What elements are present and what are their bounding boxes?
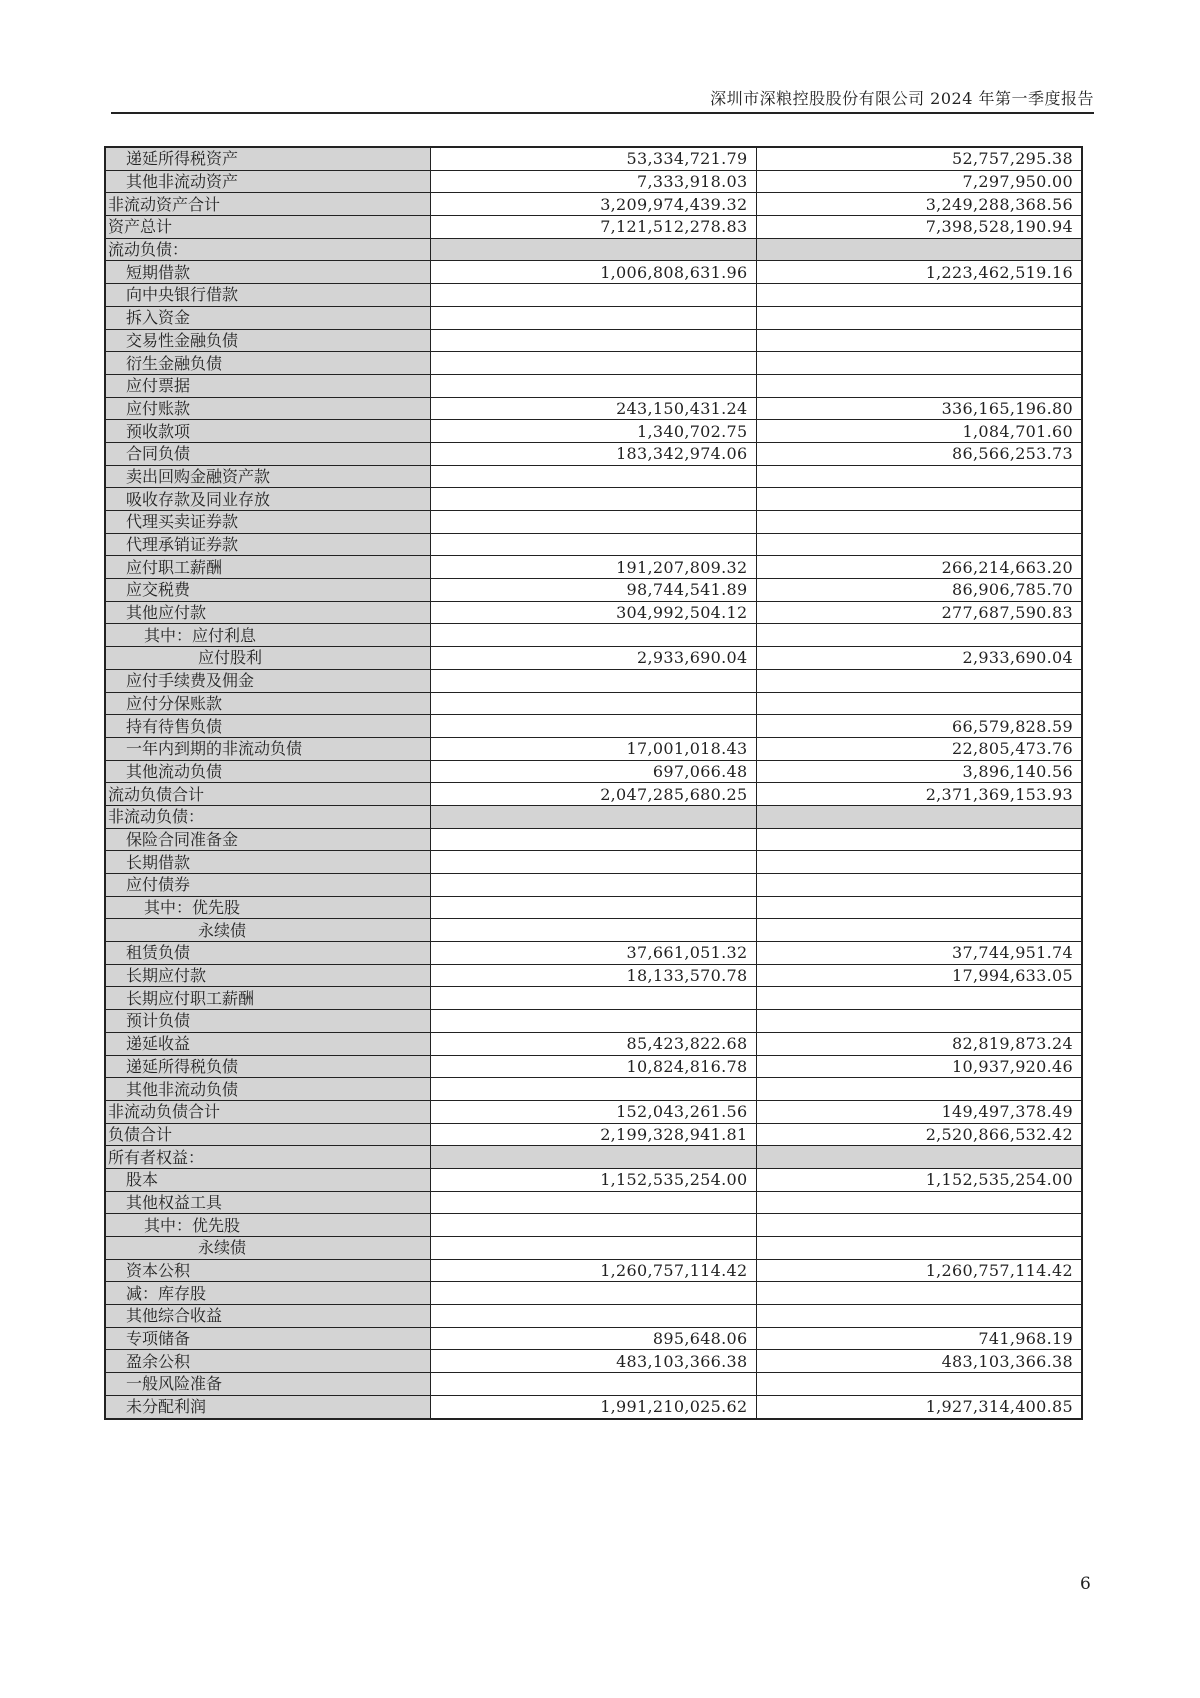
row-label: 流动负债： xyxy=(105,238,430,261)
row-label: 衍生金融负债 xyxy=(105,352,430,375)
prior-period-value xyxy=(756,1010,1082,1033)
prior-period-value xyxy=(756,692,1082,715)
section-header-row xyxy=(105,238,1082,261)
row-label: 负债合计 xyxy=(105,1123,430,1146)
current-period-value xyxy=(430,1191,756,1214)
table-row xyxy=(105,737,1082,760)
current-period-value: 895,648.06 xyxy=(430,1327,756,1350)
current-period-value xyxy=(430,488,756,511)
table-row xyxy=(105,1259,1082,1282)
row-label: 短期借款 xyxy=(105,261,430,284)
prior-period-value xyxy=(756,1191,1082,1214)
prior-period-value xyxy=(756,874,1082,897)
row-label: 拆入资金 xyxy=(105,306,430,329)
current-period-value xyxy=(430,828,756,851)
table-row xyxy=(105,601,1082,624)
current-period-value: 2,933,690.04 xyxy=(430,647,756,670)
current-period-value xyxy=(430,851,756,874)
row-label: 专项储备 xyxy=(105,1327,430,1350)
table-row xyxy=(105,647,1082,670)
current-period-value: 1,260,757,114.42 xyxy=(430,1259,756,1282)
table-row xyxy=(105,692,1082,715)
prior-period-value: 149,497,378.49 xyxy=(756,1100,1082,1123)
current-period-value xyxy=(430,1010,756,1033)
prior-period-value xyxy=(756,1078,1082,1101)
table-row xyxy=(105,397,1082,420)
current-period-value: 37,661,051.32 xyxy=(430,942,756,965)
row-label: 非流动负债： xyxy=(105,805,430,828)
row-label: 合同负债 xyxy=(105,442,430,465)
row-label: 其他非流动负债 xyxy=(105,1078,430,1101)
current-period-value xyxy=(430,669,756,692)
table-row xyxy=(105,760,1082,783)
current-period-value: 152,043,261.56 xyxy=(430,1100,756,1123)
prior-period-value xyxy=(756,238,1082,261)
prior-period-value xyxy=(756,1146,1082,1169)
row-label: 一年内到期的非流动负债 xyxy=(105,737,430,760)
current-period-value: 10,824,816.78 xyxy=(430,1055,756,1078)
row-label: 应付股利 xyxy=(105,647,430,670)
current-period-value xyxy=(430,465,756,488)
current-period-value: 1,006,808,631.96 xyxy=(430,261,756,284)
prior-period-value xyxy=(756,374,1082,397)
prior-period-value xyxy=(756,1237,1082,1260)
prior-period-value xyxy=(756,1282,1082,1305)
prior-period-value: 7,297,950.00 xyxy=(756,170,1082,193)
balance-sheet-table xyxy=(104,146,1083,1420)
row-label: 递延所得税资产 xyxy=(105,147,430,170)
table-row xyxy=(105,851,1082,874)
row-label: 交易性金融负债 xyxy=(105,329,430,352)
current-period-value xyxy=(430,715,756,738)
current-period-value xyxy=(430,306,756,329)
current-period-value xyxy=(430,805,756,828)
prior-period-value xyxy=(756,488,1082,511)
table-row xyxy=(105,1305,1082,1328)
row-label: 永续债 xyxy=(105,1237,430,1260)
prior-period-value: 1,927,314,400.85 xyxy=(756,1395,1082,1418)
prior-period-value: 22,805,473.76 xyxy=(756,737,1082,760)
current-period-value: 98,744,541.89 xyxy=(430,579,756,602)
current-period-value: 85,423,822.68 xyxy=(430,1032,756,1055)
current-period-value: 183,342,974.06 xyxy=(430,442,756,465)
row-label: 股本 xyxy=(105,1168,430,1191)
current-period-value: 1,152,535,254.00 xyxy=(430,1168,756,1191)
row-label: 资产总计 xyxy=(105,216,430,239)
prior-period-value xyxy=(756,1373,1082,1396)
current-period-value xyxy=(430,374,756,397)
table-row xyxy=(105,511,1082,534)
current-period-value xyxy=(430,1078,756,1101)
row-label: 应交税费 xyxy=(105,579,430,602)
current-period-value: 53,334,721.79 xyxy=(430,147,756,170)
table-row xyxy=(105,442,1082,465)
row-label: 代理承销证券款 xyxy=(105,533,430,556)
prior-period-value xyxy=(756,828,1082,851)
prior-period-value: 277,687,590.83 xyxy=(756,601,1082,624)
table-row xyxy=(105,1373,1082,1396)
row-label: 未分配利润 xyxy=(105,1395,430,1418)
row-label: 应付分保账款 xyxy=(105,692,430,715)
current-period-value: 7,121,512,278.83 xyxy=(430,216,756,239)
section-header-row xyxy=(105,805,1082,828)
table-row xyxy=(105,1237,1082,1260)
table-row xyxy=(105,942,1082,965)
prior-period-value xyxy=(756,624,1082,647)
table-row xyxy=(105,1032,1082,1055)
table-row xyxy=(105,1282,1082,1305)
table-row xyxy=(105,828,1082,851)
prior-period-value xyxy=(756,306,1082,329)
current-period-value: 2,047,285,680.25 xyxy=(430,783,756,806)
prior-period-value: 10,937,920.46 xyxy=(756,1055,1082,1078)
page-number: 6 xyxy=(1080,1574,1091,1594)
prior-period-value xyxy=(756,533,1082,556)
table-row xyxy=(105,1214,1082,1237)
current-period-value xyxy=(430,896,756,919)
prior-period-value: 1,084,701.60 xyxy=(756,420,1082,443)
prior-period-value: 336,165,196.80 xyxy=(756,397,1082,420)
current-period-value: 483,103,366.38 xyxy=(430,1350,756,1373)
table-row xyxy=(105,669,1082,692)
table-row xyxy=(105,1078,1082,1101)
prior-period-value: 741,968.19 xyxy=(756,1327,1082,1350)
prior-period-value: 66,579,828.59 xyxy=(756,715,1082,738)
current-period-value xyxy=(430,692,756,715)
prior-period-value: 52,757,295.38 xyxy=(756,147,1082,170)
table-row xyxy=(105,715,1082,738)
table-row xyxy=(105,420,1082,443)
row-label: 盈余公积 xyxy=(105,1350,430,1373)
prior-period-value: 86,906,785.70 xyxy=(756,579,1082,602)
prior-period-value: 1,152,535,254.00 xyxy=(756,1168,1082,1191)
prior-period-value xyxy=(756,805,1082,828)
table-row xyxy=(105,964,1082,987)
table-row xyxy=(105,533,1082,556)
row-label: 流动负债合计 xyxy=(105,783,430,806)
prior-period-value: 2,520,866,532.42 xyxy=(756,1123,1082,1146)
report-title: 深圳市深粮控股股份有限公司 2024 年第一季度报告 xyxy=(710,89,1094,108)
prior-period-value xyxy=(756,987,1082,1010)
table-row xyxy=(105,1100,1082,1123)
current-period-value xyxy=(430,919,756,942)
row-label: 其中：优先股 xyxy=(105,896,430,919)
table-row xyxy=(105,1327,1082,1350)
prior-period-value: 7,398,528,190.94 xyxy=(756,216,1082,239)
prior-period-value xyxy=(756,465,1082,488)
row-label: 其中：优先股 xyxy=(105,1214,430,1237)
row-label: 其他综合收益 xyxy=(105,1305,430,1328)
section-header-row xyxy=(105,1146,1082,1169)
table-row xyxy=(105,1191,1082,1214)
table-row xyxy=(105,374,1082,397)
row-label: 非流动资产合计 xyxy=(105,193,430,216)
current-period-value: 304,992,504.12 xyxy=(430,601,756,624)
prior-period-value xyxy=(756,669,1082,692)
current-period-value: 191,207,809.32 xyxy=(430,556,756,579)
table-row xyxy=(105,284,1082,307)
current-period-value: 1,991,210,025.62 xyxy=(430,1395,756,1418)
prior-period-value: 37,744,951.74 xyxy=(756,942,1082,965)
current-period-value xyxy=(430,1146,756,1169)
row-label: 一般风险准备 xyxy=(105,1373,430,1396)
prior-period-value xyxy=(756,1214,1082,1237)
prior-period-value xyxy=(756,284,1082,307)
table-row xyxy=(105,193,1082,216)
table-row xyxy=(105,261,1082,284)
row-label: 减：库存股 xyxy=(105,1282,430,1305)
row-label: 租赁负债 xyxy=(105,942,430,965)
row-label: 其他流动负债 xyxy=(105,760,430,783)
current-period-value xyxy=(430,1282,756,1305)
prior-period-value xyxy=(756,511,1082,534)
row-label: 永续债 xyxy=(105,919,430,942)
prior-period-value: 1,260,757,114.42 xyxy=(756,1259,1082,1282)
table-row xyxy=(105,1055,1082,1078)
table-row xyxy=(105,783,1082,806)
prior-period-value xyxy=(756,896,1082,919)
table-row xyxy=(105,579,1082,602)
prior-period-value: 2,933,690.04 xyxy=(756,647,1082,670)
prior-period-value: 483,103,366.38 xyxy=(756,1350,1082,1373)
table-row xyxy=(105,1010,1082,1033)
table-row xyxy=(105,919,1082,942)
prior-period-value: 2,371,369,153.93 xyxy=(756,783,1082,806)
current-period-value: 243,150,431.24 xyxy=(430,397,756,420)
current-period-value xyxy=(430,874,756,897)
table-row xyxy=(105,1123,1082,1146)
table-row xyxy=(105,556,1082,579)
row-label: 长期应付款 xyxy=(105,964,430,987)
row-label: 非流动负债合计 xyxy=(105,1100,430,1123)
table-row xyxy=(105,987,1082,1010)
current-period-value: 3,209,974,439.32 xyxy=(430,193,756,216)
current-period-value: 2,199,328,941.81 xyxy=(430,1123,756,1146)
prior-period-value: 3,896,140.56 xyxy=(756,760,1082,783)
row-label: 其他权益工具 xyxy=(105,1191,430,1214)
current-period-value xyxy=(430,511,756,534)
prior-period-value: 17,994,633.05 xyxy=(756,964,1082,987)
prior-period-value xyxy=(756,1305,1082,1328)
row-label: 长期借款 xyxy=(105,851,430,874)
current-period-value: 7,333,918.03 xyxy=(430,170,756,193)
prior-period-value: 266,214,663.20 xyxy=(756,556,1082,579)
table-row xyxy=(105,624,1082,647)
page-header xyxy=(111,84,1094,114)
row-label: 应付手续费及佣金 xyxy=(105,669,430,692)
prior-period-value xyxy=(756,329,1082,352)
prior-period-value xyxy=(756,919,1082,942)
current-period-value: 17,001,018.43 xyxy=(430,737,756,760)
current-period-value xyxy=(430,624,756,647)
table-row xyxy=(105,1168,1082,1191)
table-row xyxy=(105,352,1082,375)
table-row xyxy=(105,896,1082,919)
row-label: 预计负债 xyxy=(105,1010,430,1033)
prior-period-value: 86,566,253.73 xyxy=(756,442,1082,465)
row-label: 所有者权益： xyxy=(105,1146,430,1169)
row-label: 保险合同准备金 xyxy=(105,828,430,851)
table-row xyxy=(105,465,1082,488)
row-label: 持有待售负债 xyxy=(105,715,430,738)
row-label: 其中：应付利息 xyxy=(105,624,430,647)
prior-period-value xyxy=(756,352,1082,375)
table-row xyxy=(105,874,1082,897)
current-period-value xyxy=(430,1305,756,1328)
table-row xyxy=(105,1350,1082,1373)
prior-period-value: 82,819,873.24 xyxy=(756,1032,1082,1055)
current-period-value xyxy=(430,1214,756,1237)
prior-period-value: 3,249,288,368.56 xyxy=(756,193,1082,216)
prior-period-value: 1,223,462,519.16 xyxy=(756,261,1082,284)
current-period-value xyxy=(430,1373,756,1396)
table-row xyxy=(105,488,1082,511)
prior-period-value xyxy=(756,851,1082,874)
row-label: 预收款项 xyxy=(105,420,430,443)
row-label: 应付职工薪酬 xyxy=(105,556,430,579)
table-row xyxy=(105,170,1082,193)
row-label: 卖出回购金融资产款 xyxy=(105,465,430,488)
row-label: 其他非流动资产 xyxy=(105,170,430,193)
current-period-value xyxy=(430,1237,756,1260)
row-label: 应付债券 xyxy=(105,874,430,897)
current-period-value xyxy=(430,987,756,1010)
current-period-value xyxy=(430,329,756,352)
table-row xyxy=(105,329,1082,352)
current-period-value xyxy=(430,284,756,307)
row-label: 应付票据 xyxy=(105,374,430,397)
row-label: 递延收益 xyxy=(105,1032,430,1055)
row-label: 代理买卖证券款 xyxy=(105,511,430,534)
row-label: 吸收存款及同业存放 xyxy=(105,488,430,511)
current-period-value xyxy=(430,238,756,261)
table-row xyxy=(105,147,1082,170)
current-period-value: 18,133,570.78 xyxy=(430,964,756,987)
row-label: 其他应付款 xyxy=(105,601,430,624)
current-period-value: 1,340,702.75 xyxy=(430,420,756,443)
row-label: 递延所得税负债 xyxy=(105,1055,430,1078)
row-label: 资本公积 xyxy=(105,1259,430,1282)
current-period-value: 697,066.48 xyxy=(430,760,756,783)
row-label: 长期应付职工薪酬 xyxy=(105,987,430,1010)
table-row xyxy=(105,1395,1082,1418)
row-label: 应付账款 xyxy=(105,397,430,420)
table-row xyxy=(105,216,1082,239)
current-period-value xyxy=(430,533,756,556)
current-period-value xyxy=(430,352,756,375)
row-label: 向中央银行借款 xyxy=(105,284,430,307)
table-row xyxy=(105,306,1082,329)
